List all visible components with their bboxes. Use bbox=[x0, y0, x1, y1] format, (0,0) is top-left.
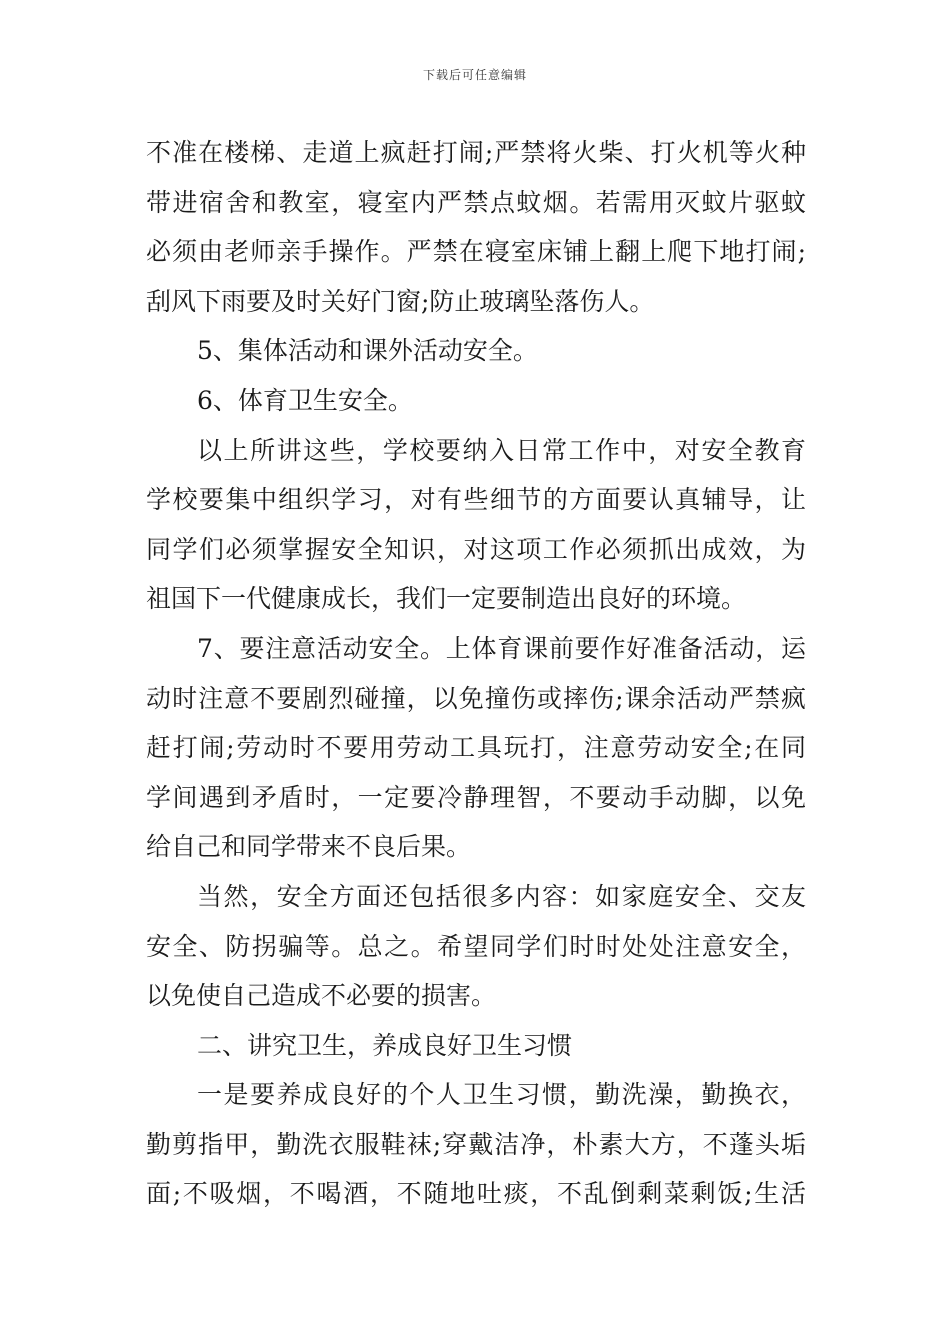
text-line: 必须由老师亲手操作。严禁在寝室床铺上翻上爬下地打闹; bbox=[146, 237, 806, 267]
document-body bbox=[146, 128, 806, 1219]
text-line: 安全、防拐骗等。总之。希望同学们时时处处注意安全， bbox=[146, 931, 806, 961]
text-line: 不准在楼梯、走道上疯赶打闹;严禁将火柴、打火机等火种 bbox=[146, 138, 806, 167]
text-line: 带进宿舍和教室，寝室内严禁点蚊烟。若需用灭蚊片驱蚊 bbox=[146, 187, 806, 217]
text-line: 5、集体活动和课外活动安全。 bbox=[197, 336, 538, 366]
text-line: 一是要养成良好的个人卫生习惯，勤洗澡，勤换衣， bbox=[197, 1080, 806, 1110]
text-line: 二、讲究卫生，养成良好卫生习惯 bbox=[197, 1030, 573, 1060]
text-line: 赶打闹;劳动时不要用劳动工具玩打，注意劳动安全;在同 bbox=[146, 733, 806, 763]
text-line: 同学们必须掌握安全知识，对这项工作必须抓出成效，为 bbox=[146, 534, 806, 564]
text-line: 给自己和同学带来不良后果。 bbox=[146, 832, 472, 862]
text-line: 祖国下一代健康成长，我们一定要制造出良好的环境。 bbox=[146, 584, 747, 614]
text-line: 7、要注意活动安全。上体育课前要作好准备活动，运 bbox=[197, 633, 806, 663]
text-line: 勤剪指甲，勤洗衣服鞋袜;穿戴洁净，朴素大方，不蓬头垢 bbox=[146, 1129, 806, 1159]
text-line: 刮风下雨要及时关好门窗;防止玻璃坠落伤人。 bbox=[146, 286, 655, 316]
text-line: 以上所讲这些，学校要纳入日常工作中，对安全教育 bbox=[197, 435, 806, 465]
text-line: 动时注意不要剧烈碰撞，以免撞伤或摔伤;课余活动严禁疯 bbox=[146, 683, 806, 713]
text-line: 学间遇到矛盾时，一定要冷静理智，不要动手动脚，以免 bbox=[146, 782, 806, 812]
text-line: 当然，安全方面还包括很多内容：如家庭安全、交友 bbox=[197, 881, 806, 911]
text-line: 学校要集中组织学习，对有些细节的方面要认真辅导，让 bbox=[146, 485, 806, 515]
text-line: 以免使自己造成不必要的损害。 bbox=[146, 981, 497, 1011]
text-line: 6、体育卫生安全。 bbox=[197, 385, 413, 415]
page-header: 下载后可任意编辑 bbox=[422, 68, 527, 82]
text-line: 面;不吸烟，不喝酒，不随地吐痰，不乱倒剩菜剩饭;生活 bbox=[146, 1179, 806, 1209]
